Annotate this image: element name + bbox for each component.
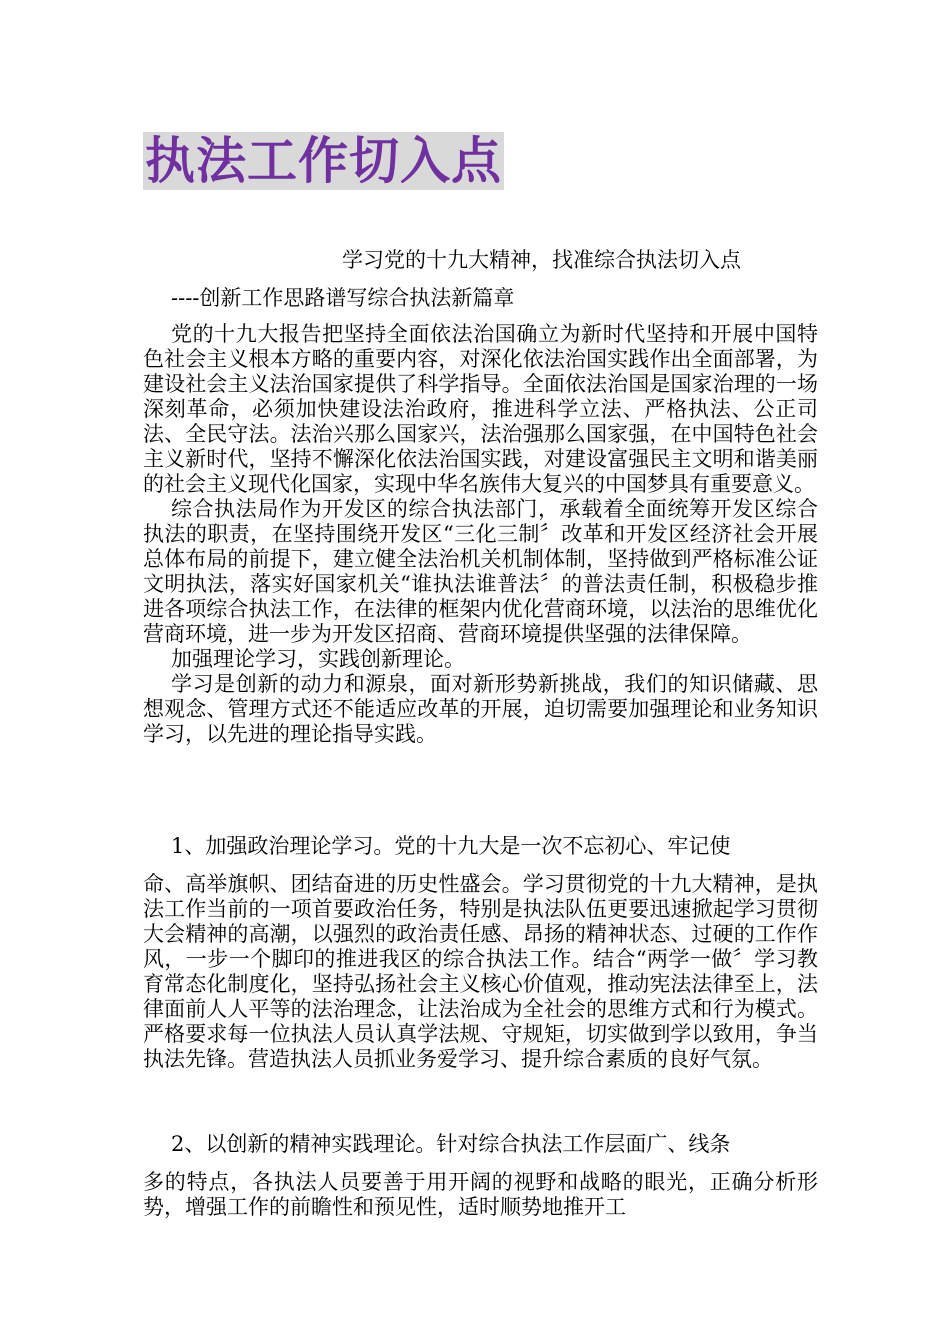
paragraph-intro: 党的十九大报告把坚持全面依法治国确立为新时代坚持和开展中国特色社会主义根本方略的重要内容，对深化依法治国实践作出全面部署，为建设社会主义法治国家提供了科学指导。全面依法治国是国家治理的一场深刻革命，必须加快建设法治政府，推进科学立法、严格执法、公正司法、全民守法。法治兴那么国家兴，法治强那么国家强，在中国特色社会主义新时代，坚持不懈深化依法治国实践，对建设富强民主文明和谐美丽的社会主义现代化国家，实现中华名族伟大复兴的中国梦具有重要意义。 xyxy=(143,322,818,496)
document-title: 执法工作切入点 xyxy=(145,132,502,190)
body-section-1 xyxy=(143,322,818,747)
title-highlight xyxy=(143,132,504,190)
document-subtitle: 学习党的十九大精神，找准综合执法切入点 xyxy=(342,248,741,272)
item-1-body: 命、高举旗帜、团结奋进的历史性盛会。学习贯彻党的十九大精神，是执法工作当前的一项首要政治任务，特别是执法队伍更要迅速掀起学习贯彻大会精神的高潮，以强烈的政治责任感、昂扬的精神状态、过硬的工作作风，一步一个脚印的推进我区的综合执法工作。结合“两学一做〞学习教育常态化制度化，坚持弘扬社会主义核心价值观，推动宪法法律至上，法律面前人人平等的法治理念，让法治成为全社会的思维方式和行为模式。严格要求每一位执法人员认真学法规、守规矩，切实做到学以致用，争当执法先锋。营造执法人员抓业务爱学习、提升综合素质的良好气氛。 xyxy=(143,872,818,1071)
paragraph-bureau: 综合执法局作为开发区的综合执法部门，承载着全面统筹开发区综合执法的职责，在坚持围绕开发区“三化三制〞改革和开发区经济社会开展总体布局的前提下，建立健全法治机关机制体制，坚持做到严格标准公证文明执法，落实好国家机关“谁执法谁普法〞的普法责任制，积极稳步推进各项综合执法工作，在法律的框架内优化营商环境，以法治的思维优化营商环境，进一步为开发区招商、营商环境提供坚强的法律保障。 xyxy=(143,497,818,646)
paragraph-study: 学习是创新的动力和源泉，面对新形势新挑战，我们的知识储藏、思想观念、管理方式还不能适应改革的开展，迫切需要加强理论和业务知识学习，以先进的理论指导实践。 xyxy=(143,672,818,746)
paragraph-heading-study: 加强理论学习，实践创新理论。 xyxy=(171,647,465,671)
item-1-body-block xyxy=(143,872,818,1072)
item-1-head: 1、加强政治理论学习。党的十九大是一次不忘初心、牢记使 xyxy=(171,834,731,858)
item-2-body: 多的特点，各执法人员要善于用开阔的视野和战略的眼光，正确分析形势，增强工作的前瞻性和预见性，适时顺势地推开工 xyxy=(143,1170,818,1219)
item-2-head-line xyxy=(143,1132,818,1157)
item-2-head: 2、以创新的精神实践理论。针对综合执法工作层面广、线条 xyxy=(171,1132,731,1156)
item-1-head-line xyxy=(143,834,818,859)
document-subtitle-secondary: ----创新工作思路谱写综合执法新篇章 xyxy=(171,286,515,310)
item-2-body-block xyxy=(143,1170,818,1220)
